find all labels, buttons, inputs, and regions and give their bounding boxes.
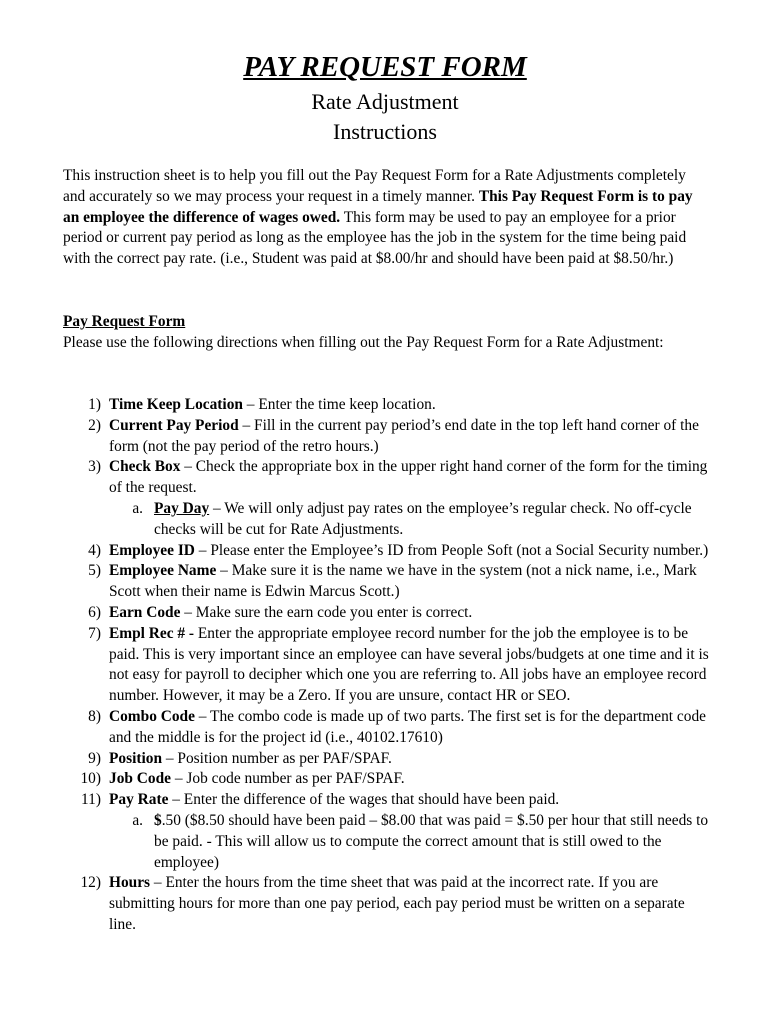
list-item [63, 395, 713, 416]
item-text: – Enter the difference of the wages that should have been paid. [168, 791, 560, 809]
sub-item-label: Pay Day [154, 499, 210, 517]
list-item [63, 873, 713, 935]
list-item [63, 416, 713, 458]
page-subtitle-instructions: Instructions [333, 119, 437, 144]
item-label: Combo Code [109, 707, 195, 725]
item-text: – Job code number as per PAF/SPAF. [171, 770, 405, 788]
sub-item-letter: a. [132, 499, 143, 517]
item-text: – Position number as per PAF/SPAF. [162, 749, 392, 767]
list-item [63, 603, 713, 624]
list-item [63, 707, 713, 749]
sub-item-text: .50 ($8.50 should have been paid – $8.00 that was paid = $.50 per hour that still needs to be paid. - This will allow us to compute the correct amount that is still owed to the employee) [154, 811, 709, 871]
sub-item [109, 499, 713, 541]
item-label: Position [109, 749, 163, 767]
item-number: 3) [88, 458, 101, 476]
item-label: Job Code [109, 770, 171, 788]
section-heading: Pay Request Form [63, 313, 186, 330]
item-number: 8) [88, 707, 101, 725]
item-label: Check Box [109, 458, 181, 476]
list-item [63, 790, 713, 873]
item-number: 4) [88, 541, 101, 559]
item-label: Earn Code [109, 603, 181, 621]
item-number: 5) [88, 562, 101, 580]
item-text: – Make sure it is the name we have in the system (not a nick name, i.e., Mark Scott when their name is Edwin Marcus Scott.) [109, 562, 697, 601]
list-item [63, 624, 713, 707]
instruction-list [63, 395, 713, 936]
intro-text-1: This instruction sheet is to help you fill out the Pay Request Form for a Rate Adjustments completely and accurately so we may process your request in a timely manner. [63, 167, 686, 205]
pay-request-section [63, 312, 703, 354]
list-item [63, 541, 713, 562]
item-number: 1) [88, 396, 101, 413]
item-text: – Fill in the current pay period’s end date in the top left hand corner of the form (not the pay period of the retro hours.) [109, 416, 699, 455]
list-item [63, 769, 713, 790]
item-label: Employee ID [109, 541, 195, 559]
item-label: Pay Rate [109, 791, 169, 809]
item-text: – Make sure the earn code you enter is correct. [180, 603, 473, 621]
item-number: 6) [88, 603, 101, 621]
item-text: – Enter the hours from the time sheet that was paid at the incorrect rate. If you are submitting hours for more than one pay period, each pay period must be written on a separate line. [109, 874, 685, 933]
intro-text-2: This form may be used to pay an employee for a prior period or current pay period as long as the employee has the job in the system for the time being paid with the correct pay rate. (i.e., Student was paid at $8.00/hr and should have been paid at $8.50/hr.) [63, 208, 687, 268]
item-label: Current Pay Period [109, 416, 239, 434]
item-text: – The combo code is made up of two parts. The first set is for the department code and the middle is for the project id (i.e., 40102.17610) [109, 707, 706, 746]
intro-bold-text: This Pay Request Form is to pay an employee the difference of wages owed. [63, 187, 693, 226]
page-subtitle: Rate Adjustment [311, 89, 459, 114]
item-number: 7) [88, 624, 101, 642]
item-number: 2) [88, 416, 101, 434]
intro-paragraph [63, 166, 703, 270]
sub-item [109, 811, 713, 873]
sub-item-letter: a. [132, 811, 143, 829]
list-item [63, 749, 713, 770]
item-label: Time Keep Location [109, 396, 243, 413]
list-item [63, 457, 713, 540]
item-text: – Check the appropriate box in the upper right hand corner of the form for the timing of the request. [109, 458, 708, 497]
item-number: 12) [80, 874, 101, 892]
list-item [63, 561, 713, 603]
item-number: 10) [80, 770, 101, 788]
item-label: Empl Rec # - [109, 624, 195, 642]
sub-item-label: $ [154, 811, 162, 829]
item-number: 11) [81, 791, 101, 809]
page-title: PAY REQUEST FORM [243, 51, 527, 83]
item-label: Hours [109, 874, 151, 892]
item-text: – Enter the time keep location. [242, 396, 436, 413]
item-text: Enter the appropriate employee record number for the job the employee is to be paid. This is very important since an employee can have several jobs/budgets at one time and it is not easy for payroll to decipher which one you are referring to. All jobs have an employee record number. However, it may be a Zero. If you are unsure, contact HR or SEO. [109, 624, 709, 705]
item-label: Employee Name [109, 562, 217, 580]
section-text: Please use the following directions when filling out the Pay Request Form for a Rate Adjustment: [63, 333, 664, 351]
sub-item-text: – We will only adjust pay rates on the employee’s regular check. No off-cycle checks will be cut for Rate Adjustments. [154, 499, 692, 538]
item-number: 9) [88, 749, 101, 767]
item-text: – Please enter the Employee’s ID from People Soft (not a Social Security number.) [194, 541, 709, 559]
